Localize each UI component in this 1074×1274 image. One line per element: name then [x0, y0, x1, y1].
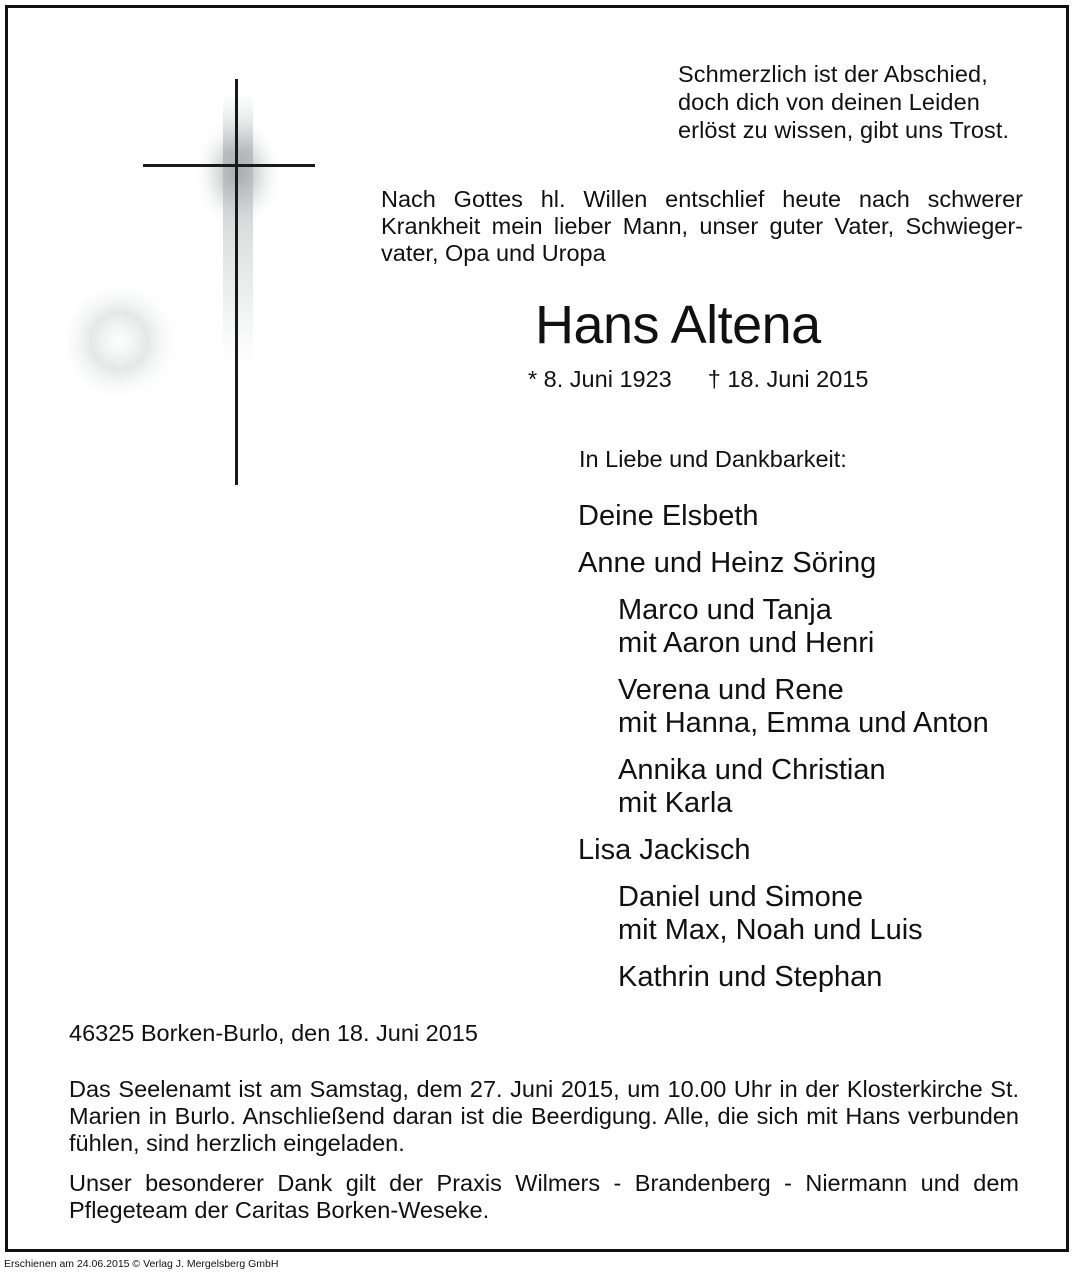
verse-line: doch dich von deinen Leiden [678, 89, 980, 115]
cross-icon [63, 73, 333, 493]
mourner-entry: Kathrin und Stephan [618, 961, 883, 993]
gratitude-note: Unser besonderer Dank gilt der Praxis Wilmers - Brandenberg - Niermann und dem Pflegeteam der Caritas Borken-Weseke. [69, 1170, 1019, 1223]
verse [678, 60, 1038, 144]
publication-footer: Erschienen am 24.06.2015 © Verlag J. Mergelsberg GmbH [4, 1258, 279, 1270]
mourner-entry: Verena und Rene [618, 674, 844, 706]
mourner-entry: mit Karla [618, 787, 733, 819]
intro-text: Nach Gottes hl. Willen entschlief heute nach schwerer Krankheit mein lieber Mann, unser guter Vater, Schwiegervater, Opa und Uropa [381, 186, 1023, 266]
place-date: 46325 Borken-Burlo, den 18. Juni 2015 [69, 1020, 478, 1046]
birth-date: * 8. Juni 1923 [528, 366, 672, 392]
mourner-entry: Annika und Christian [618, 754, 886, 786]
mourner-entry: mit Aaron und Henri [618, 627, 875, 659]
mourner-entry: mit Max, Noah und Luis [618, 914, 923, 946]
life-dates [528, 364, 868, 394]
obituary-frame [5, 5, 1069, 1252]
mourner-entry: Daniel und Simone [618, 881, 864, 913]
thanks-line: In Liebe und Dankbarkeit: [579, 446, 847, 472]
deceased-name: Hans Altena [535, 295, 821, 355]
mourner-entry: Marco und Tanja [618, 594, 832, 626]
mourner-entry: Deine Elsbeth [578, 500, 759, 532]
verse-line: erlöst zu wissen, gibt uns Trost. [678, 117, 1010, 143]
mourner-entry: Anne und Heinz Söring [578, 547, 877, 579]
verse-line: Schmerzlich ist der Abschied, [678, 61, 988, 87]
mourner-entry: mit Hanna, Emma und Anton [618, 707, 989, 739]
mourner-entry: Lisa Jackisch [578, 834, 751, 866]
service-info: Das Seelenamt ist am Samstag, dem 27. Juni 2015, um 10.00 Uhr in der Klosterkirche St. Marien in Burlo. Anschließend daran ist die Beerdigung. Alle, die sich mit Hans verbunden fühlen, sind herzlich eingeladen. [69, 1076, 1019, 1156]
death-date: † 18. Juni 2015 [707, 366, 869, 392]
